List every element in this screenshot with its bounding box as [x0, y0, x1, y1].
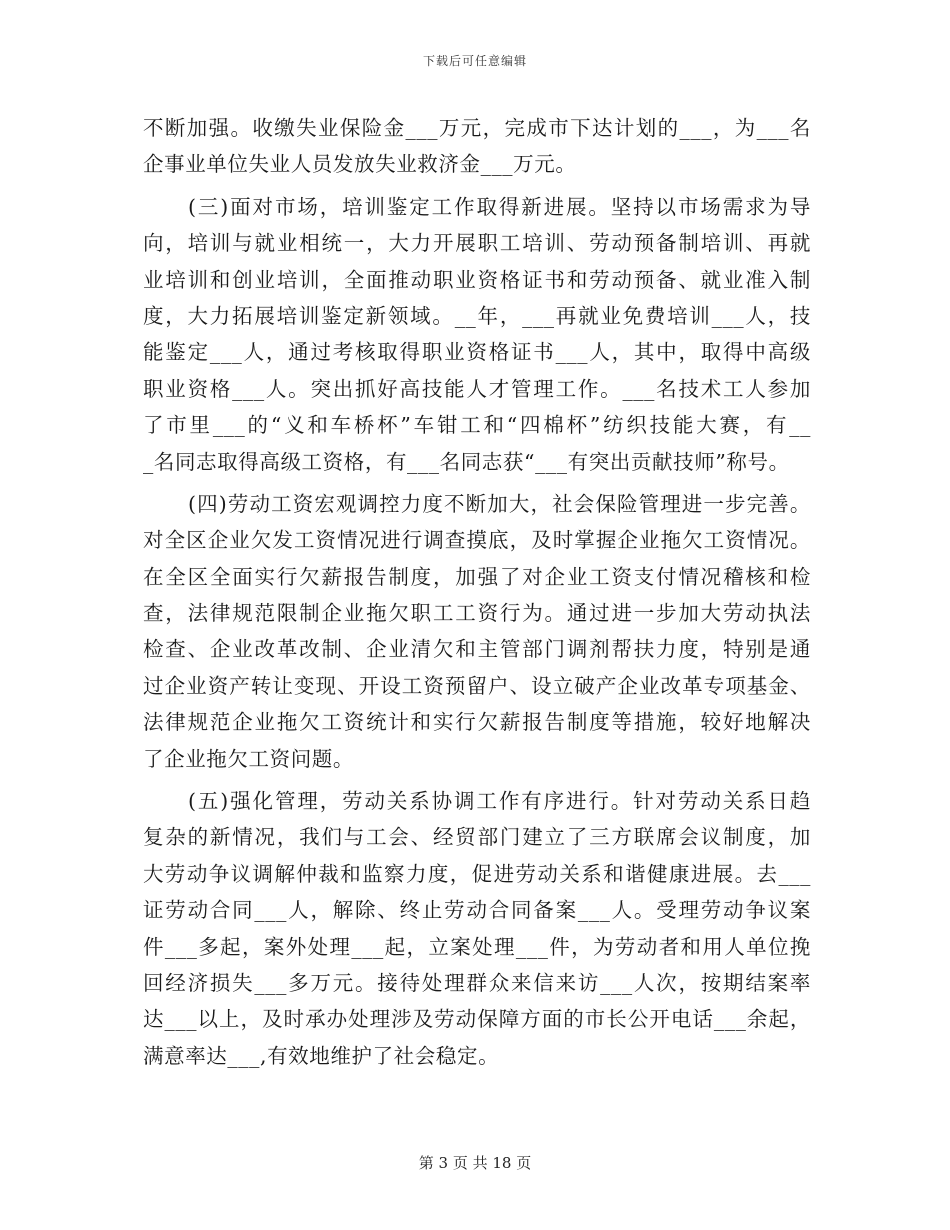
text-line: (四)劳动工资宏观调控力度不断加大，社会保险管理进一步完善。	[188, 491, 811, 516]
text-line: 了市里___的“义和车桥杯”车钳工和“四棉杯”纺织技能大赛，有__	[143, 413, 811, 438]
text-line: 向，培训与就业相统一，大力开展职工培训、劳动预备制培训、再就	[143, 231, 811, 256]
text-line: 件___多起，案外处理___起，立案处理___件，为劳动者和用人单位挽	[143, 934, 811, 959]
text-line: 能鉴定___人，通过考核取得职业资格证书___人，其中，取得中高级	[143, 340, 811, 365]
text-line: 在全区全面实行欠薪报告制度，加强了对企业工资支付情况稽核和检	[143, 564, 811, 589]
text-line: 对全区企业欠发工资情况进行调查摸底，及时掌握企业拖欠工资情况。	[143, 528, 811, 553]
text-line: (五)强化管理，劳动关系协调工作有序进行。针对劳动关系日趋	[188, 789, 811, 814]
text-line: 复杂的新情况，我们与工会、经贸部门建立了三方联席会议制度，加	[143, 825, 811, 850]
paragraph-5-labor-relations	[143, 783, 811, 1074]
text-line: 回经济损失___多万元。接待处理群众来信来访___人次，按期结案率	[143, 970, 811, 995]
text-line: 满意率达___,有效地维护了社会稳定。	[143, 1043, 500, 1068]
document-body	[143, 110, 811, 1074]
text-line: 大劳动争议调解仲裁和监察力度，促进劳动关系和谐健康进展。去___	[143, 861, 811, 886]
text-line: 查，法律规范限制企业拖欠职工工资行为。通过进一步加大劳动执法	[143, 601, 811, 626]
text-line: 过企业资产转让变现、开设工资预留户、设立破产企业改革专项基金、	[143, 673, 811, 698]
page-number: 第 3 页 共 18 页	[418, 1154, 532, 1172]
text-line: 业培训和创业培训，全面推动职业资格证书和劳动预备、就业准入制	[143, 267, 811, 292]
page-header-note: 下载后可任意编辑	[422, 54, 527, 68]
text-line: 证劳动合同___人，解除、终止劳动合同备案___人。受理劳动争议案	[143, 898, 811, 923]
text-line: 不断加强。收缴失业保险金___万元，完成市下达计划的___，为___名	[143, 116, 811, 140]
text-line: (三)面对市场，培训鉴定工作取得新进展。坚持以市场需求为导	[188, 194, 811, 219]
text-line: 检查、企业改革改制、企业清欠和主管部门调剂帮扶力度，特别是通	[143, 637, 811, 662]
paragraph-4-wages	[143, 486, 811, 777]
text-line: 法律规范企业拖欠工资统计和实行欠薪报告制度等措施，较好地解决	[143, 710, 811, 735]
text-line: _名同志取得高级工资格，有___名同志获“___有突出贡献技师”称号。	[143, 449, 790, 474]
text-line: 企事业单位失业人员发放失业救济金___万元。	[143, 152, 577, 177]
text-line: 职业资格___人。突出抓好高技能人才管理工作。___名技术工人参加	[143, 376, 811, 401]
text-line: 了企业拖欠工资问题。	[143, 746, 354, 771]
text-line: 达___以上，及时承办处理涉及劳动保障方面的市长公开电话___余起，	[143, 1007, 811, 1032]
paragraph-1	[143, 110, 811, 183]
paragraph-3-training	[143, 189, 811, 480]
text-line: 度，大力拓展培训鉴定新领域。__年，___再就业免费培训___人，技	[143, 303, 811, 328]
